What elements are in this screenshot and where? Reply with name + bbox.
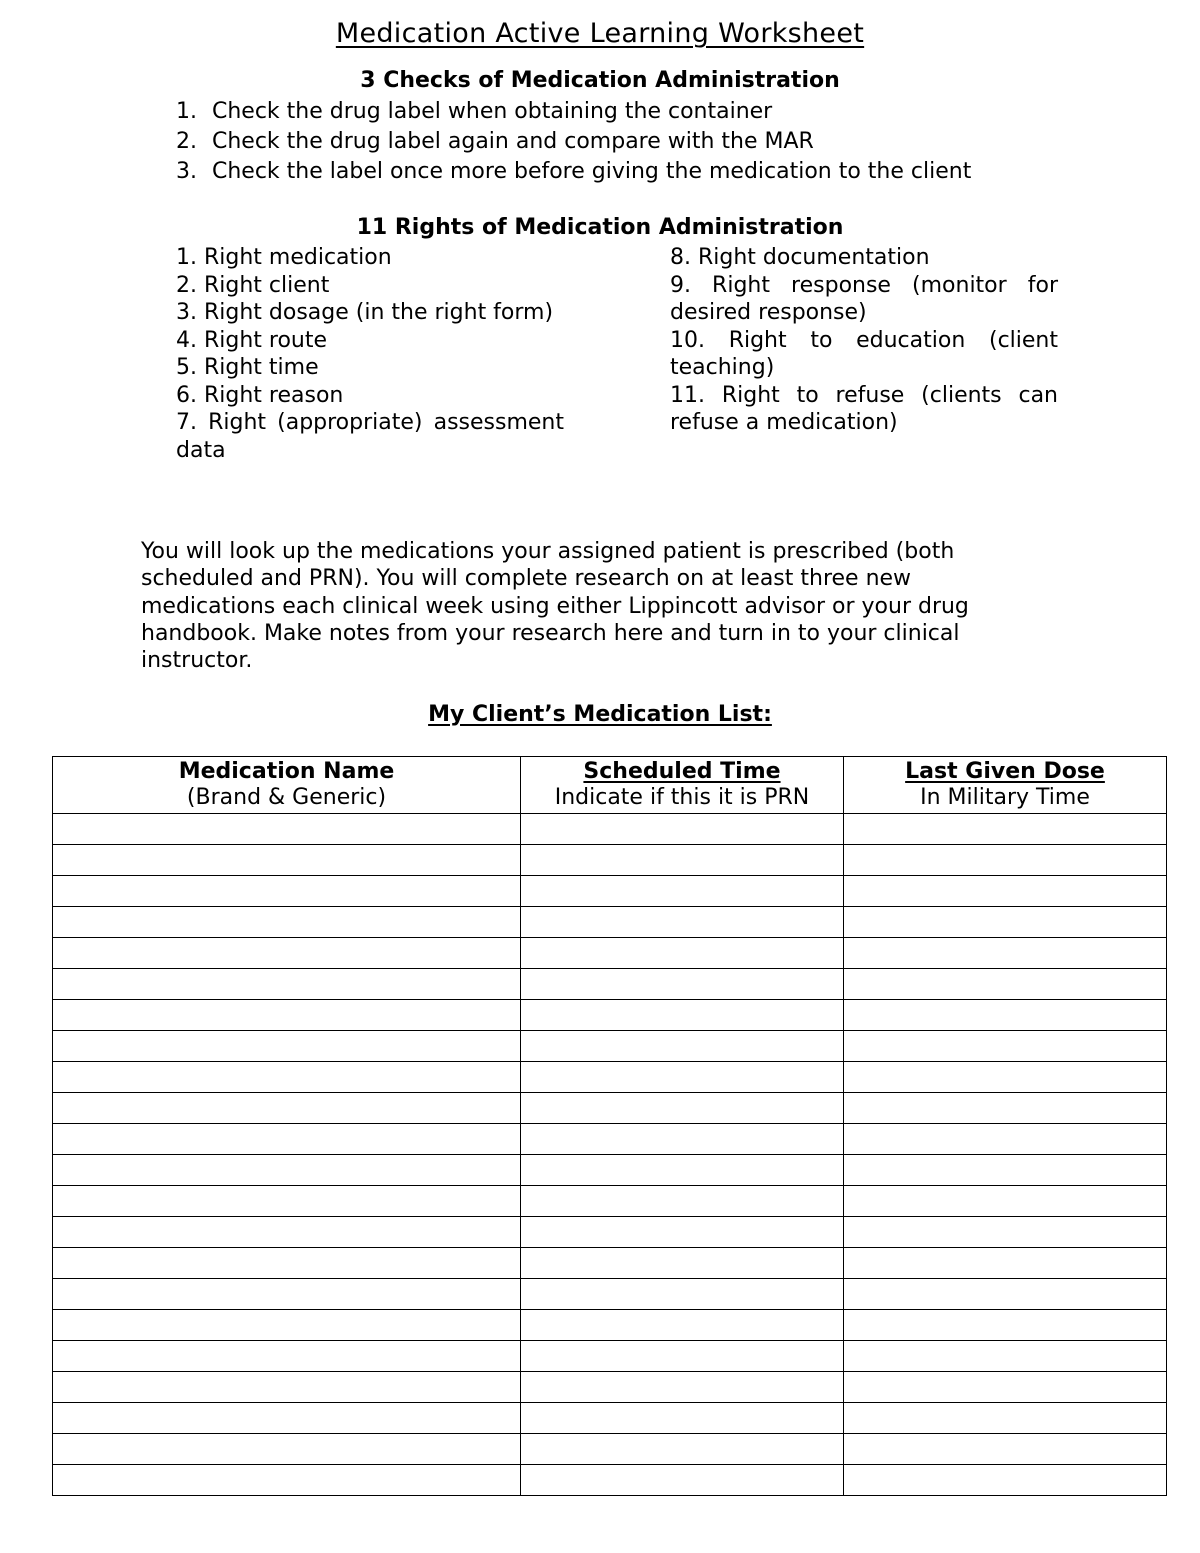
table-row (53, 1000, 1167, 1031)
right-item: 4. Right route (176, 327, 328, 353)
scheduled-time-cell[interactable] (521, 1279, 844, 1310)
scheduled-time-cell[interactable] (521, 1124, 844, 1155)
last-given-dose-cell[interactable] (844, 969, 1167, 1000)
last-given-dose-cell[interactable] (844, 845, 1167, 876)
medication-table-body (53, 814, 1167, 1496)
medication-table (52, 756, 1167, 1496)
medication-name-cell[interactable] (53, 938, 521, 969)
check-item: 2. Check the drug label again and compare with the MAR (176, 129, 814, 154)
check-item: 1. Check the drug label when obtaining the container (176, 99, 773, 124)
last-given-dose-cell[interactable] (844, 938, 1167, 969)
table-row (53, 1124, 1167, 1155)
table-row (53, 938, 1167, 969)
right-item: 5. Right time (176, 355, 319, 380)
scheduled-time-cell[interactable] (521, 907, 844, 938)
right-item: 11. Right to refuse (clients can refuse a medication) (670, 382, 1058, 435)
column-header-scheduled-time: Scheduled Time Indicate if this it is PRN (521, 757, 844, 814)
medication-name-cell[interactable] (53, 1155, 521, 1186)
scheduled-time-cell[interactable] (521, 1155, 844, 1186)
table-row (53, 845, 1167, 876)
scheduled-time-cell[interactable] (521, 845, 844, 876)
medication-name-cell[interactable] (53, 814, 521, 845)
last-given-dose-cell[interactable] (844, 1124, 1167, 1155)
scheduled-time-cell[interactable] (521, 1000, 844, 1031)
medication-name-cell[interactable] (53, 876, 521, 907)
medication-name-cell[interactable] (53, 1248, 521, 1279)
scheduled-time-cell[interactable] (521, 1341, 844, 1372)
scheduled-time-cell[interactable] (521, 1403, 844, 1434)
medication-name-cell[interactable] (53, 1403, 521, 1434)
table-row (53, 907, 1167, 938)
right-item: 1. Right medication (176, 245, 392, 270)
medication-name-cell[interactable] (53, 1465, 521, 1496)
scheduled-time-cell[interactable] (521, 1186, 844, 1217)
last-given-dose-cell[interactable] (844, 814, 1167, 845)
table-row (53, 1155, 1167, 1186)
last-given-dose-cell[interactable] (844, 1279, 1167, 1310)
scheduled-time-cell[interactable] (521, 1248, 844, 1279)
last-given-dose-cell[interactable] (844, 1093, 1167, 1124)
right-item: 9. Right response (monitor for desired response) (670, 272, 1058, 325)
medication-name-cell[interactable] (53, 1341, 521, 1372)
scheduled-time-cell[interactable] (521, 969, 844, 1000)
medication-name-cell[interactable] (53, 1310, 521, 1341)
table-row (53, 814, 1167, 845)
table-row (53, 1217, 1167, 1248)
last-given-dose-cell[interactable] (844, 907, 1167, 938)
medication-name-cell[interactable] (53, 845, 521, 876)
table-row (53, 876, 1167, 907)
medication-name-cell[interactable] (53, 1093, 521, 1124)
scheduled-time-cell[interactable] (521, 1310, 844, 1341)
scheduled-time-cell[interactable] (521, 1465, 844, 1496)
right-item: 6. Right reason (176, 382, 344, 408)
last-given-dose-cell[interactable] (844, 1248, 1167, 1279)
right-item: 7. Right (appropriate) assessment data (176, 410, 564, 463)
medication-name-cell[interactable] (53, 1186, 521, 1217)
scheduled-time-cell[interactable] (521, 1372, 844, 1403)
table-row (53, 1341, 1167, 1372)
table-row (53, 1186, 1167, 1217)
table-header-row (53, 757, 1167, 814)
rights-heading: 11 Rights of Medication Administration (356, 215, 844, 240)
scheduled-time-cell[interactable] (521, 938, 844, 969)
table-row (53, 1465, 1167, 1496)
last-given-dose-cell[interactable] (844, 1217, 1167, 1248)
table-row (53, 1310, 1167, 1341)
medication-name-cell[interactable] (53, 1062, 521, 1093)
last-given-dose-cell[interactable] (844, 1031, 1167, 1062)
scheduled-time-cell[interactable] (521, 1062, 844, 1093)
table-row (53, 969, 1167, 1000)
table-row (53, 1062, 1167, 1093)
right-item: 2. Right client (176, 272, 330, 298)
column-header-last-given-dose: Last Given Dose In Military Time (844, 757, 1167, 814)
medication-name-cell[interactable] (53, 969, 521, 1000)
checks-list (176, 97, 971, 187)
scheduled-time-cell[interactable] (521, 814, 844, 845)
table-row (53, 1279, 1167, 1310)
medication-name-cell[interactable] (53, 1279, 521, 1310)
scheduled-time-cell[interactable] (521, 876, 844, 907)
last-given-dose-cell[interactable] (844, 876, 1167, 907)
medication-name-cell[interactable] (53, 1372, 521, 1403)
table-row (53, 1031, 1167, 1062)
last-given-dose-cell[interactable] (844, 1000, 1167, 1031)
last-given-dose-cell[interactable] (844, 1403, 1167, 1434)
scheduled-time-cell[interactable] (521, 1434, 844, 1465)
rights-right-column (670, 244, 1058, 437)
table-row (53, 1372, 1167, 1403)
check-item: 3. Check the label once more before giving the medication to the client (176, 159, 972, 184)
last-given-dose-cell[interactable] (844, 1062, 1167, 1093)
last-given-dose-cell[interactable] (844, 1155, 1167, 1186)
worksheet-title: Medication Active Learning Worksheet (335, 18, 865, 49)
last-given-dose-cell[interactable] (844, 1341, 1167, 1372)
medication-name-cell[interactable] (53, 1217, 521, 1248)
medication-name-cell[interactable] (53, 1124, 521, 1155)
scheduled-time-cell[interactable] (521, 1031, 844, 1062)
table-row (53, 1434, 1167, 1465)
table-row (53, 1093, 1167, 1124)
rights-left-column (176, 244, 564, 464)
medication-name-cell[interactable] (53, 1434, 521, 1465)
table-row (53, 1403, 1167, 1434)
right-item: 10. Right to education (client teaching) (670, 327, 1058, 380)
column-header-medication-name: Medication Name (Brand & Generic) (53, 757, 521, 814)
right-item: 8. Right documentation (670, 245, 930, 270)
right-item: 3. Right dosage (in the right form) (176, 300, 554, 325)
last-given-dose-cell[interactable] (844, 1186, 1167, 1217)
scheduled-time-cell[interactable] (521, 1093, 844, 1124)
medication-name-cell[interactable] (53, 1000, 521, 1031)
last-given-dose-cell[interactable] (844, 1465, 1167, 1496)
medication-name-cell[interactable] (53, 907, 521, 938)
last-given-dose-cell[interactable] (844, 1310, 1167, 1341)
scheduled-time-cell[interactable] (521, 1217, 844, 1248)
instructions-paragraph: You will look up the medications your assigned patient is prescribed (both scheduled and PRN). You will complete research on at least three new medications each clinical week using either Lippincott advisor or your drug handbook. Make notes from your research here and turn in to your clinical instructor. (141, 539, 969, 674)
last-given-dose-cell[interactable] (844, 1434, 1167, 1465)
medication-list-title: My Client’s Medication List: (428, 702, 772, 727)
table-row (53, 1248, 1167, 1279)
last-given-dose-cell[interactable] (844, 1372, 1167, 1403)
checks-heading: 3 Checks of Medication Administration (360, 68, 840, 93)
medication-name-cell[interactable] (53, 1031, 521, 1062)
